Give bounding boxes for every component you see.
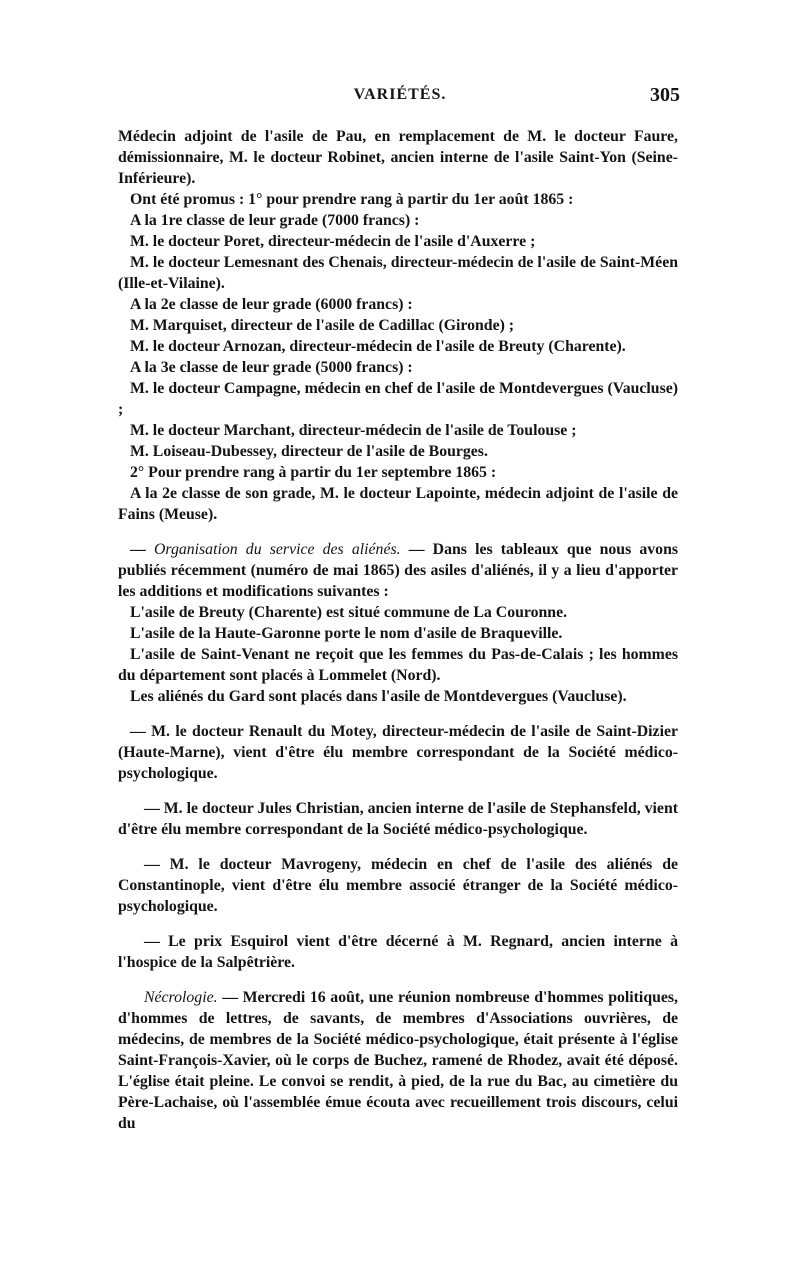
paragraph: Les aliénés du Gard sont placés dans l'asile de Montdevergues (Vaucluse). [130, 688, 627, 705]
paragraph: M. le docteur Campagne, médecin en chef de l'asile de Montdevergues (Vaucluse) ; [118, 380, 678, 418]
page-body [118, 126, 678, 1134]
section-organisation [118, 539, 678, 602]
running-title: VARIÉTÉS. [353, 86, 447, 103]
paragraph: 2° Pour prendre rang à partir du 1er septembre 1865 : [130, 464, 497, 481]
dash-lead: — [130, 541, 154, 558]
section-text: — Mercredi 16 août, une réunion nombreuse d'hommes politiques, d'hommes de lettres, de savants, de membres d'Associations ouvrières, de médecins, de membres de la Société médico-psychologique, était présente à l'église Saint-François-Xavier, où le corps de Buchez, ramené de Rhodez, avait été déposé. L'église était pleine. Le convoi se rendit, à pied, de la rue du Bac, au cimetière du Père-Lachaise, où l'assemblée émue écouta avec recueillement trois discours, celui du [118, 989, 678, 1132]
paragraph: Ont été promus : 1° pour prendre rang à partir du 1er août 1865 : [130, 191, 574, 208]
paragraph: M. le docteur Poret, directeur-médecin de l'asile d'Auxerre ; [130, 233, 536, 250]
paragraph: — Le prix Esquirol vient d'être décerné à M. Regnard, ancien interne à l'hospice de la Salpêtrière. [118, 933, 678, 971]
paragraph: L'asile de Breuty (Charente) est situé commune de La Couronne. [130, 604, 568, 621]
paragraph: M. le docteur Lemesnant des Chenais, directeur-médecin de l'asile de Saint-Méen (Ille-et-Vilaine). [118, 254, 678, 292]
section-necrologie [118, 987, 678, 1134]
paragraph: M. Marquiset, directeur de l'asile de Cadillac (Gironde) ; [130, 317, 515, 334]
paragraph: L'asile de Saint-Venant ne reçoit que les femmes du Pas-de-Calais ; les hommes du département sont placés à Lommelet (Nord). [118, 646, 678, 684]
paragraph: Médecin adjoint de l'asile de Pau, en remplacement de M. le docteur Faure, démissionnaire, M. le docteur Robinet, ancien interne de l'asile Saint-Yon (Seine-Inférieure). [118, 128, 678, 187]
page-header [120, 86, 680, 116]
paragraph: A la 3e classe de leur grade (5000 francs) : [130, 359, 413, 376]
paragraph: L'asile de la Haute-Garonne porte le nom d'asile de Braqueville. [130, 625, 563, 642]
paragraph: M. Loiseau-Dubessey, directeur de l'asile de Bourges. [130, 443, 488, 460]
paragraph: M. le docteur Arnozan, directeur-médecin de l'asile de Breuty (Charente). [130, 338, 626, 355]
paragraph: A la 2e classe de son grade, M. le docteur Lapointe, médecin adjoint de l'asile de Fains (Meuse). [118, 485, 678, 523]
section-heading: Nécrologie. [144, 989, 218, 1006]
paragraph: A la 2e classe de leur grade (6000 francs) : [130, 296, 413, 313]
paragraph: — M. le docteur Renault du Motey, directeur-médecin de l'asile de Saint-Dizier (Haute-Marne), vient d'être élu membre correspondant de la Société médico-psychologique. [118, 723, 678, 782]
paragraph: M. le docteur Marchant, directeur-médecin de l'asile de Toulouse ; [130, 422, 577, 439]
section-text: — Dans les tableaux que nous avons publiés récemment (numéro de mai 1865) des asiles d'aliénés, il y a lieu d'apporter les additions et modifications suivantes : [118, 541, 679, 600]
paragraph: — M. le docteur Mavrogeny, médecin en chef de l'asile des aliénés de Constantinople, vient d'être élu membre associé étranger de la Société médico-psychologique. [118, 856, 678, 915]
paragraph: A la 1re classe de leur grade (7000 francs) : [130, 212, 420, 229]
section-heading: Organisation du service des aliénés. [153, 541, 401, 558]
paragraph: — M. le docteur Jules Christian, ancien interne de l'asile de Stephansfeld, vient d'être élu membre correspondant de la Société médico-psychologique. [118, 800, 678, 838]
page-number: 305 [650, 84, 680, 106]
